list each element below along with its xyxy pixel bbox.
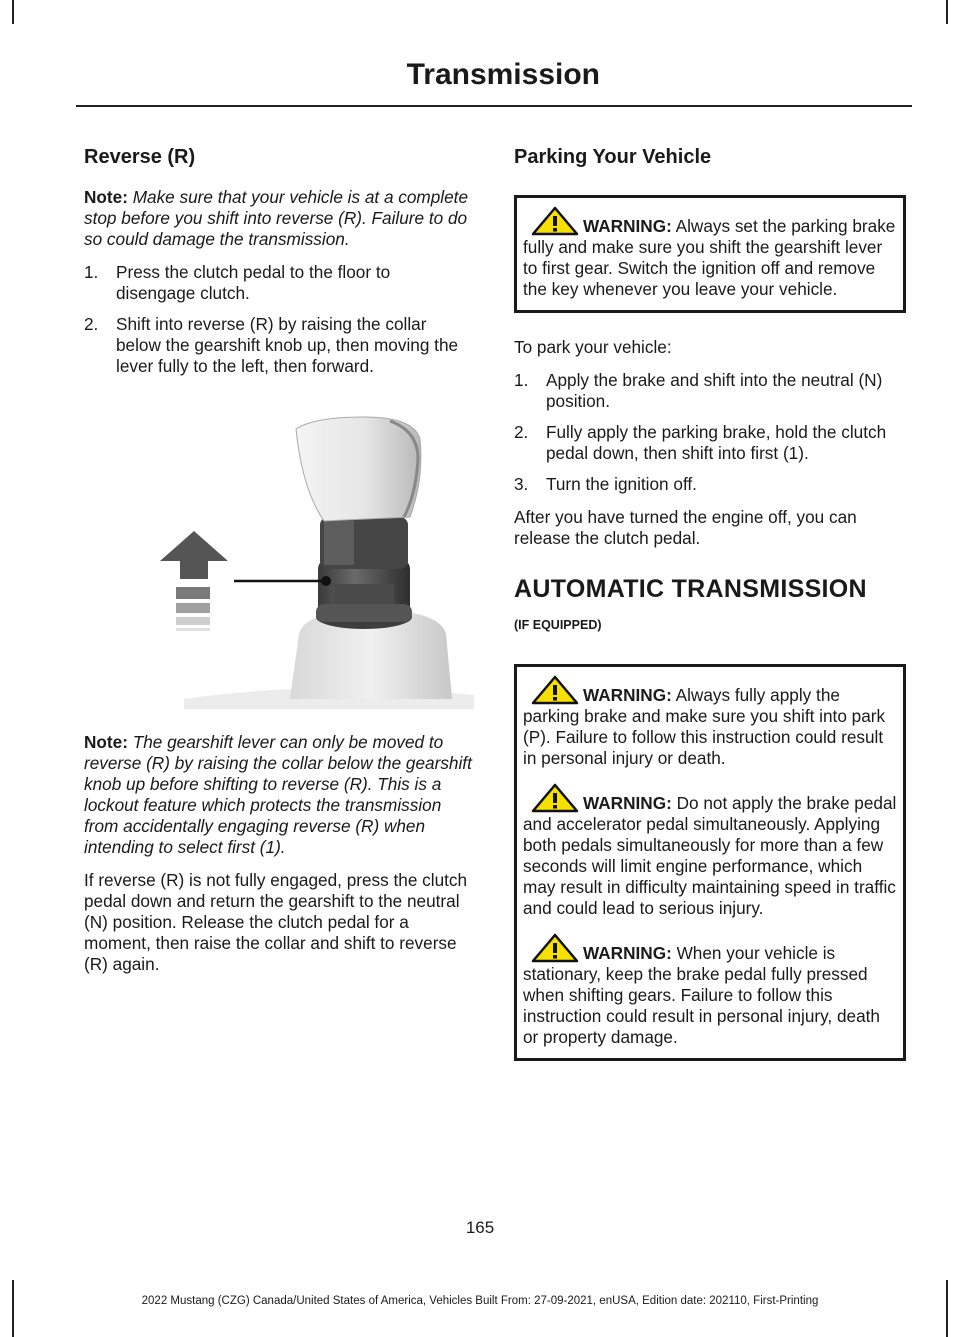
- step-text: Turn the ignition off.: [546, 474, 697, 494]
- list-item: [514, 370, 906, 412]
- step-number: 1.: [514, 370, 529, 390]
- list-item: [84, 314, 474, 377]
- step-text: Apply the brake and shift into the neutral (N) position.: [546, 370, 883, 411]
- warning-triangle-icon: [531, 206, 579, 236]
- warning-paragraph: [523, 675, 897, 769]
- warning-paragraph: [523, 933, 897, 1048]
- step-number: 3.: [514, 474, 529, 494]
- step-number: 2.: [514, 422, 529, 442]
- page-title: Transmission: [406, 58, 600, 91]
- step-text: Shift into reverse (R) by raising the collar below the gearshift knob up, then moving the lever fully to the left, then forward.: [116, 314, 459, 376]
- warning-triangle-icon: [531, 783, 579, 813]
- footer-text: 2022 Mustang (CZG) Canada/United States of America, Vehicles Built From: 27-09-2021, enUSA, Edition date: 202110, First-Printing: [141, 1295, 819, 1307]
- warning-box: [514, 195, 906, 313]
- right-column: [514, 140, 906, 1085]
- warning-label: WARNING:: [583, 793, 672, 813]
- note-lockout: [84, 732, 474, 858]
- if-equipped-tag: (IF EQUIPPED): [514, 618, 602, 632]
- reverse-heading: Reverse (R): [84, 146, 196, 168]
- step-number: 2.: [84, 314, 99, 334]
- after-paragraph: After you have turned the engine off, you can release the clutch pedal.: [514, 507, 857, 548]
- park-intro: To park your vehicle:: [514, 337, 672, 357]
- crop-mark: [12, 0, 14, 24]
- warning-text: When your vehicle is stationary, keep the brake pedal fully pressed when shifting gears. Failure to follow this instruction could result in personal injury, death or property damage.: [523, 943, 880, 1047]
- warning-paragraph: [523, 783, 897, 919]
- list-item: [84, 262, 474, 304]
- warning-label: WARNING:: [583, 943, 672, 963]
- note-label: Note:: [84, 187, 128, 207]
- warning-text: Always fully apply the parking brake and make sure you shift into park (P). Failure to follow this instruction could result in personal injury or death.: [523, 685, 886, 768]
- list-item: [514, 422, 906, 464]
- page-number: 165: [465, 1218, 495, 1237]
- note-reverse: [84, 187, 474, 250]
- warning-text: Do not apply the brake pedal and accelerator pedal simultaneously. Applying both pedals simultaneously for more than a few seconds will limit engine performance, which may result in difficulty maintaining speed in traffic and could lead to serious injury.: [523, 793, 897, 918]
- left-column: [84, 140, 474, 987]
- warning-triangle-icon: [531, 675, 579, 705]
- park-steps: [514, 370, 906, 495]
- warning-text: Always set the parking brake fully and make sure you shift the gearshift lever to first gear. Switch the ignition off and remove the key whenever you leave your vehicle.: [523, 216, 896, 299]
- note-text: The gearshift lever can only be moved to reverse (R) by raising the collar below the gearshift knob up before shifting to reverse (R). This is a lockout feature which protects the transmission from accidentally engaging reverse (R) when intending to select first (1).: [84, 732, 472, 857]
- note-text: Make sure that your vehicle is at a complete stop before you shift into reverse (R). Failure to do so could damage the transmission.: [84, 187, 469, 249]
- warning-label: WARNING:: [583, 216, 672, 236]
- warning-paragraph: [523, 206, 897, 300]
- automatic-transmission-heading: AUTOMATIC TRANSMISSION: [514, 575, 867, 603]
- crop-mark: [12, 1280, 14, 1337]
- warning-box: [514, 664, 906, 1061]
- note-label: Note:: [84, 732, 128, 752]
- reverse-steps: [84, 262, 474, 377]
- warning-triangle-icon: [531, 933, 579, 963]
- step-number: 1.: [84, 262, 99, 282]
- warning-label: WARNING:: [583, 685, 672, 705]
- step-text: Fully apply the parking brake, hold the clutch pedal down, then shift into first (1).: [546, 422, 887, 463]
- list-item: [514, 474, 906, 495]
- step-text: Press the clutch pedal to the floor to disengage clutch.: [116, 262, 391, 303]
- crop-mark: [946, 1280, 948, 1337]
- parking-heading: Parking Your Vehicle: [514, 146, 712, 168]
- gearshift-knob-illustration: [84, 399, 474, 709]
- reverse-paragraph: If reverse (R) is not fully engaged, press the clutch pedal down and return the gearshift to the neutral (N) position. Release the clutch pedal for a moment, then raise the collar and shift to reverse (R) again.: [84, 870, 468, 974]
- crop-mark: [946, 0, 948, 24]
- header-rule: [76, 105, 912, 107]
